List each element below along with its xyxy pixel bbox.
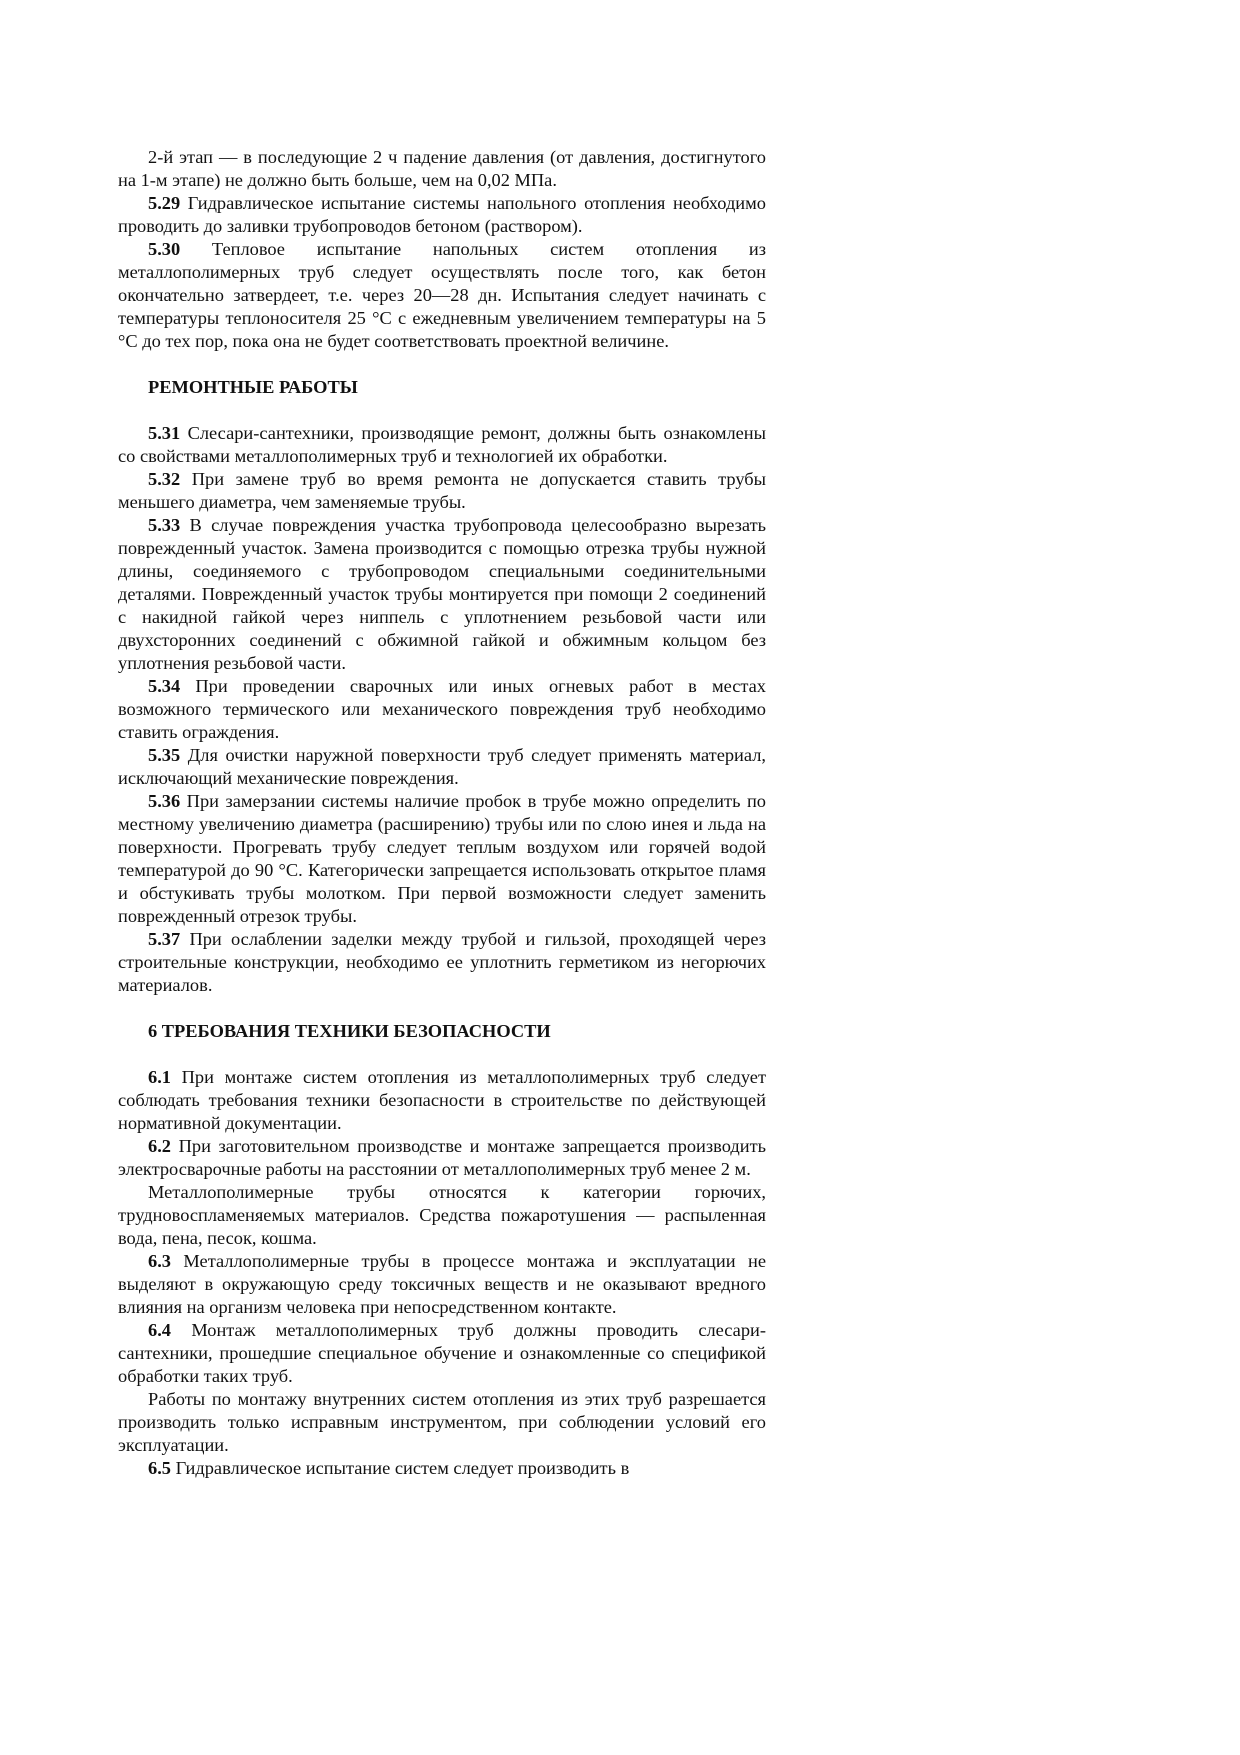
paragraph-5-33 [118,514,766,675]
paragraph-5-31 [118,422,766,468]
paragraph-5-30 [118,238,766,353]
paragraph-text: Металлополимерные трубы в процессе монтажа и эксплуатации не выделяют в окружающую среду токсичных веществ и не оказывают вредного влияния на организм человека при непосредственном контакте. [118,1251,766,1317]
clause-number: 5.36 [148,791,181,811]
paragraph-text: Для очистки наружной поверхности труб следует применять материал, исключающий механические повреждения. [118,745,766,788]
paragraph-text: Монтаж металлополимерных труб должны проводить слесари-сантехники, прошедшие специальное обучение и ознакомленные со спецификой обработки таких труб. [118,1320,766,1386]
clause-number: 5.34 [148,676,181,696]
clause-number: 5.30 [148,239,181,259]
paragraph-text: При замерзании системы наличие пробок в трубе можно определить по местному увеличению диаметра (расширению) трубы или по слою инея и льда на поверхности. Прогревать трубу следует теплым воздухом или горячей водой температурой до 90 °С. Категорически запрещается использовать открытое пламя и обстукивать трубы молотком. При первой возможности следует заменить поврежденный отрезок трубы. [118,791,766,926]
paragraph-text: Тепловое испытание напольных систем отопления из металлополимерных труб следует осуществлять после того, как бетон окончательно затвердеет, т.е. через 20—28 дн. Испытания следует начинать с температуры теплоносителя 25 °С с ежедневным увеличением температуры на 5 °С до тех пор, пока она не будет соответствовать проектной величине. [118,239,766,351]
paragraph-text: Гидравлическое испытание систем следует производить в [171,1458,630,1478]
paragraph-5-32 [118,468,766,514]
clause-number: 5.32 [148,469,181,489]
paragraph-5-37 [118,928,766,997]
paragraph-text: В случае повреждения участка трубопровода целесообразно вырезать поврежденный участок. Замена производится с помощью отрезка трубы нужной длины, соединяемого с трубопроводом специальными соединительными деталями. Поврежденный участок трубы монтируется при помощи 2 соединений с накидной гайкой через ниппель с уплотнением резьбовой части или двухсторонних соединений с обжимной гайкой и обжимным кольцом без уплотнения резьбовой части. [118,515,766,673]
paragraph-6-5 [118,1457,766,1480]
paragraph-flammability [118,1181,766,1250]
clause-number: 5.33 [148,515,181,535]
paragraph-tools [118,1388,766,1457]
paragraph-5-36 [118,790,766,928]
clause-number: 5.35 [148,745,181,765]
paragraph-text: Работы по монтажу внутренних систем отопления из этих труб разрешается производить только исправным инструментом, при соблюдении условий его эксплуатации. [118,1389,766,1455]
paragraph-text: Металлополимерные трубы относятся к категории горючих, трудновоспламеняемых материалов. Средства пожаротушения — распыленная вода, пена, песок, кошма. [118,1182,766,1248]
clause-number: 6.5 [148,1458,171,1478]
clause-number: 6.4 [148,1320,171,1340]
paragraph-6-2 [118,1135,766,1181]
paragraph-text: При монтаже систем отопления из металлополимерных труб следует соблюдать требования техники безопасности в строительстве по действующей нормативной документации. [118,1067,766,1133]
clause-number: 6.1 [148,1067,171,1087]
paragraph-5-35 [118,744,766,790]
paragraph-6-3 [118,1250,766,1319]
clause-number: 5.37 [148,929,181,949]
paragraph-text: Гидравлическое испытание системы напольного отопления необходимо проводить до заливки трубопроводов бетоном (раствором). [118,193,766,236]
paragraph-stage-2 [118,146,766,192]
paragraph-text: При проведении сварочных или иных огневых работ в местах возможного термического или механического повреждения труб необходимо ставить ограждения. [118,676,766,742]
clause-number: 5.31 [148,423,181,443]
paragraph-text: Слесари-сантехники, производящие ремонт, должны быть ознакомлены со свойствами металлополимерных труб и технологией их обработки. [118,423,766,466]
paragraph-5-34 [118,675,766,744]
paragraph-6-4 [118,1319,766,1388]
paragraph-6-1 [118,1066,766,1135]
paragraph-5-29 [118,192,766,238]
paragraph-text: При ослаблении заделки между трубой и гильзой, проходящей через строительные конструкции, необходимо ее уплотнить герметиком из негорючих материалов. [118,929,766,995]
clause-number: 6.2 [148,1136,171,1156]
paragraph-text: 2-й этап — в последующие 2 ч падение давления (от давления, достигнутого на 1-м этапе) не должно быть больше, чем на 0,02 МПа. [118,147,766,190]
section-heading-safety: 6 ТРЕБОВАНИЯ ТЕХНИКИ БЕЗОПАСНОСТИ [148,1021,551,1041]
section-heading-repair: РЕМОНТНЫЕ РАБОТЫ [148,377,358,397]
clause-number: 6.3 [148,1251,171,1271]
paragraph-text: При заготовительном производстве и монтаже запрещается производить электросварочные работы на расстоянии от металлополимерных труб менее 2 м. [118,1136,766,1179]
paragraph-text: При замене труб во время ремонта не допускается ставить трубы меньшего диаметра, чем заменяемые трубы. [118,469,766,512]
clause-number: 5.29 [148,193,181,213]
document-page [118,146,766,1480]
